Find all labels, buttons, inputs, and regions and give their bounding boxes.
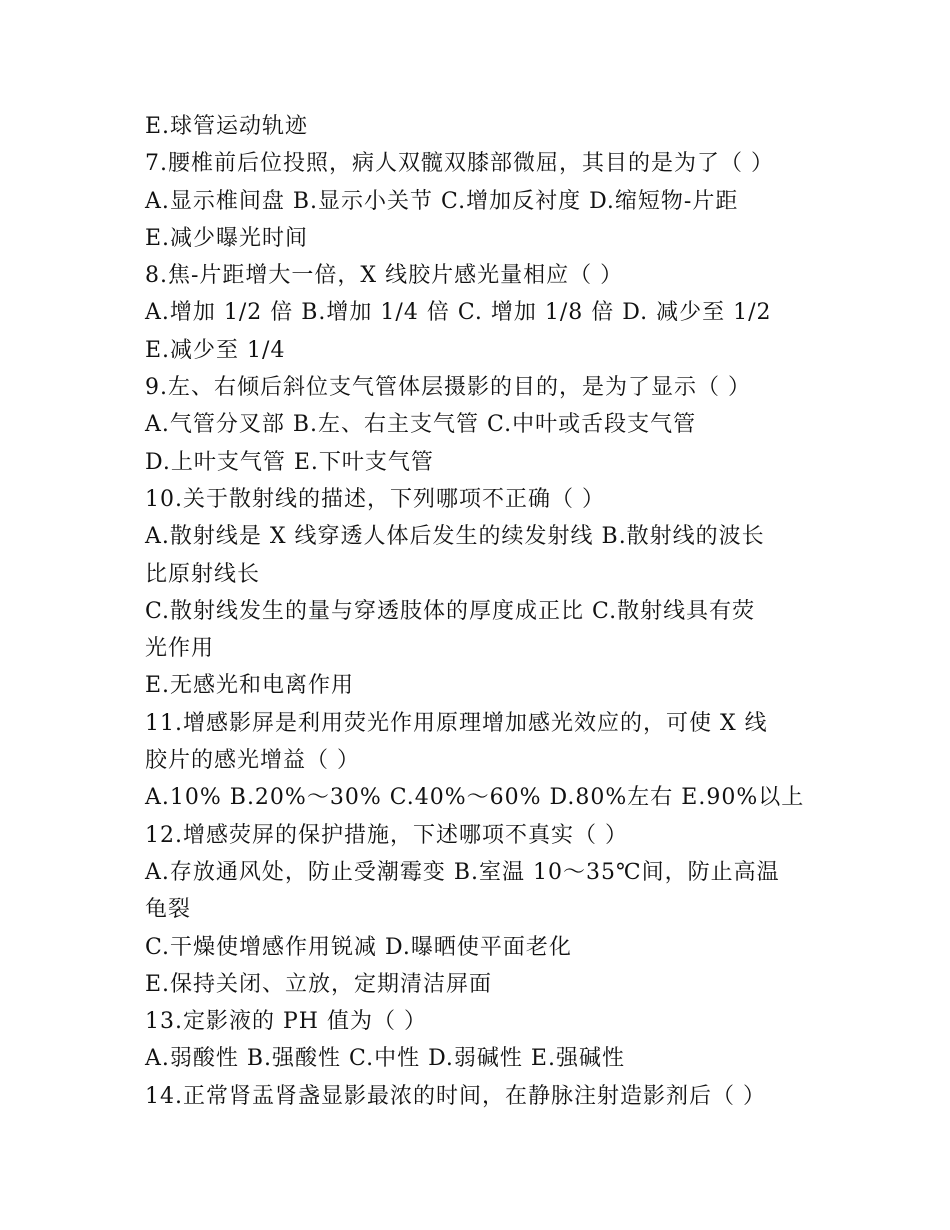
option-line: A.显示椎间盘 B.显示小关节 C.增加反衬度 D.缩短物-片距 (145, 188, 739, 214)
option-line: 光作用 (145, 636, 215, 662)
question-9-line: 9.左、右倾后斜位支气管体层摄影的目的，是为了显示（ ） (145, 375, 751, 401)
question-11-line: 胶片的感光增益（ ） (145, 748, 360, 774)
option-line: A.散射线是 X 线穿透人体后发生的续发射线 B.散射线的波长 (145, 524, 765, 550)
option-line: D.上叶支气管 E.下叶支气管 (145, 449, 434, 475)
question-8-line: 8.焦-片距增大一倍，X 线胶片感光量相应（ ） (145, 263, 624, 289)
option-line: 龟裂 (145, 897, 192, 923)
question-12-line: 12.增感荧屏的保护措施，下述哪项不真实（ ） (145, 822, 628, 848)
option-line: E.无感光和电离作用 (145, 673, 355, 699)
option-line: 比原射线长 (145, 561, 261, 587)
option-line: C.散射线发生的量与穿透肢体的厚度成正比 C.散射线具有荧 (145, 598, 756, 624)
option-line: E.球管运动轨迹 (145, 114, 309, 139)
option-line: C.干燥使增感作用锐减 D.曝晒使平面老化 (145, 934, 572, 960)
option-line: A.增加 1/2 倍 B.增加 1/4 倍 C. 增加 1/8 倍 D. 减少至 1/2 (145, 300, 772, 326)
option-line: A.弱酸性 B.强酸性 C.中性 D.弱碱性 E.强碱性 (145, 1046, 625, 1072)
question-7-line: 7.腰椎前后位投照，病人双髋双膝部微屈，其目的是为了（ ） (145, 151, 774, 177)
question-10-line: 10.关于散射线的描述，下列哪项不正确（ ） (145, 486, 605, 512)
question-text-block (145, 108, 810, 1115)
option-line: A.气管分叉部 B.左、右主支气管 C.中叶或舌段支气管 (145, 412, 697, 438)
option-line: A.存放通风处，防止受潮霉变 B.室温 10～35℃间，防止高温 (145, 859, 780, 885)
question-13-line: 13.定影液的 PH 值为（ ） (145, 1009, 427, 1035)
option-line: E.保持关闭、立放，定期清洁屏面 (145, 971, 493, 997)
question-14-line: 14.正常肾盂肾盏显影最浓的时间，在静脉注射造影剂后（ ） (145, 1083, 766, 1109)
option-line: E.减少曝光时间 (145, 225, 309, 251)
option-line: A.10% B.20%～30% C.40%～60% D.80%左右 E.90%以上 (145, 785, 805, 811)
question-11-line: 11.增感影屏是利用荧光作用原理增加感光效应的，可使 X 线 (145, 710, 768, 736)
option-line: E.减少至 1/4 (145, 337, 286, 363)
